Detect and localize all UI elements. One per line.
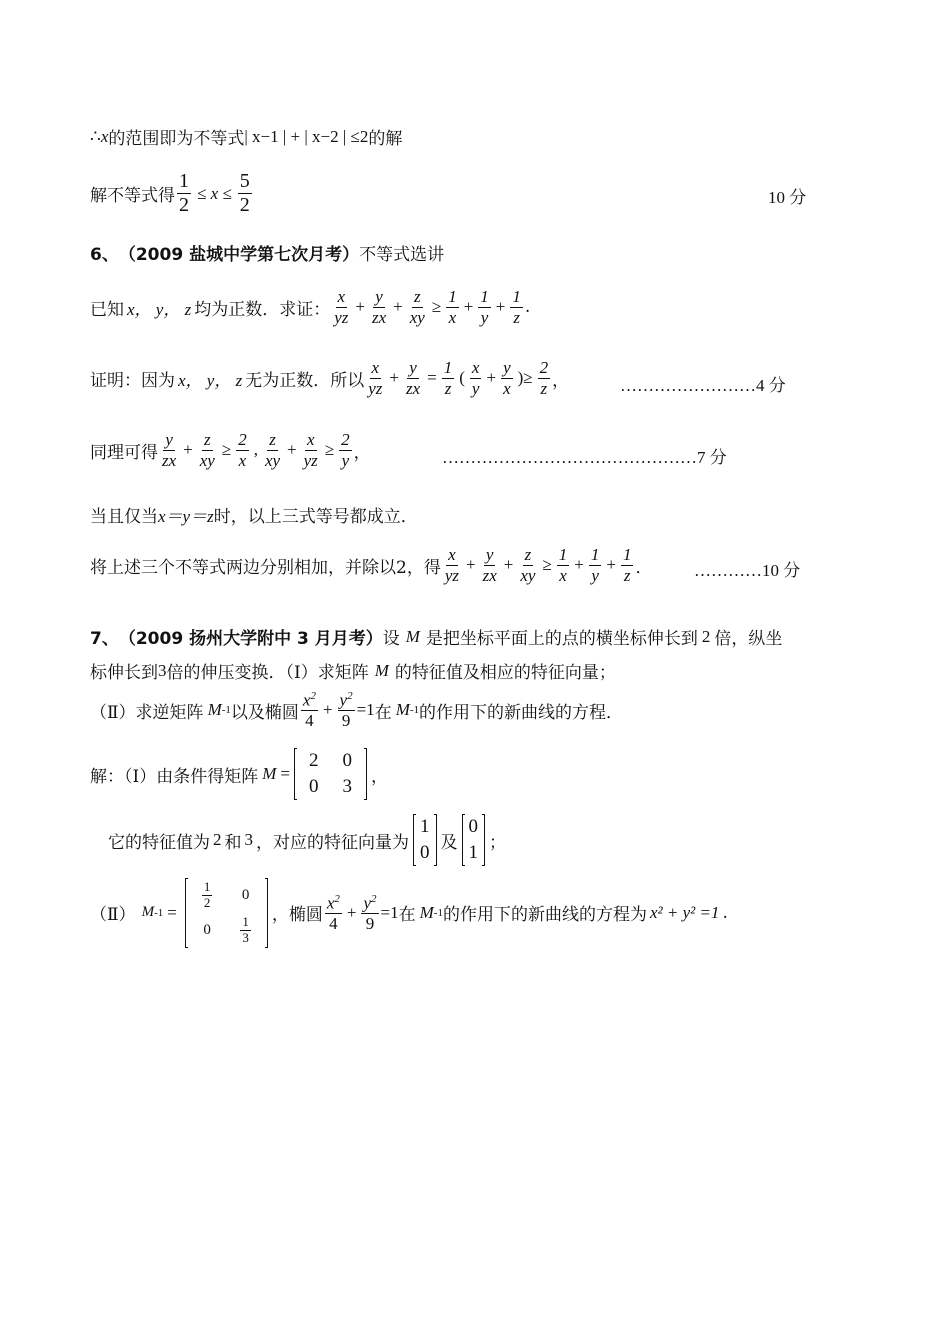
proof-step-3: 当且仅当 x＝y＝z 时，以上三式等号都成立． <box>90 507 418 527</box>
fraction: $\frac{y^2}{9}$ <box>363 892 377 933</box>
fraction: $\frac{x}{yz}$ <box>303 430 318 470</box>
therefore-symbol: ∴ <box>90 126 101 147</box>
line-range: ∴ x 的范围即为不等式 | x−1 | + | x−2 | ≤2 的解 <box>90 126 403 149</box>
fraction: $\frac{x}{yz}$ <box>444 545 459 585</box>
question-6-statement: 已知 x， y， z 均为正数．求证： $\frac{x}{yz}$ + $\frac{y}{zx}$ + $\frac{z}{xy}$ ≥ $\frac{1}{x}$ + $\frac{1}{y}$ + $\frac{1}{z}$ . <box>90 287 531 327</box>
fraction: $\frac{1}{z}$ <box>512 287 521 327</box>
fraction: $\frac{y}{zx}$ <box>405 358 421 398</box>
fraction: $\frac{1}{y}$ <box>590 545 600 585</box>
fraction: $\frac{2}{x}$ <box>238 430 247 470</box>
fraction: $\frac{1}{z}$ <box>622 545 632 585</box>
fraction: $\frac{2}{z}$ <box>539 358 549 398</box>
solution-eigen: 它的特征值为 2 和 3 ，对应的特征向量为 1 0 及 0 1 ； <box>108 814 506 866</box>
proof-step-1: 证明：因为 x， y， z 无为正数．所以 $\frac{x}{yz}$ + $\frac{y}{zx}$ = $\frac{1}{z}$ ( $\frac{x}{y}$ + $\frac{y}{x}$ )≥ $\frac{2}{z}$ ， <box>90 358 570 398</box>
fraction: $\frac{1}{y}$ <box>480 287 489 327</box>
fraction: $\frac{y}{zx}$ <box>482 545 497 585</box>
fraction: $\frac{z}{xy}$ <box>199 430 215 470</box>
fraction: $\frac{z}{xy}$ <box>409 287 425 327</box>
fraction: $\frac{x^2}{4}$ <box>302 690 316 731</box>
matrix-M-inverse: $\frac{1}{2}$ 0 0 $\frac{1}{3}$ <box>185 878 268 948</box>
matrix-M: 2 0 0 3 <box>294 748 367 800</box>
score-label: 10 分 <box>768 188 807 207</box>
question-7-line-2: 标伸长到 3 倍的伸压变换．（Ⅰ）求矩阵 M 的特征值及相应的特征向量； <box>90 660 616 683</box>
fraction: $\frac{x}{yz}$ <box>334 287 349 327</box>
proof-step-4: 将上述三个不等式两边分别相加，并除以2，得 $\frac{x}{yz}$ + $\frac{y}{zx}$ + $\frac{z}{xy}$ ≥ $\frac{1}{x}$ + $\frac{1}{y}$ + $\frac{1}{z}$ ． <box>90 545 653 585</box>
fraction: $\frac{x}{y}$ <box>471 358 480 398</box>
score-dots: …………10 分 <box>694 561 801 580</box>
fraction: $\frac{y^2}{9}$ <box>339 690 353 731</box>
fraction: $\frac{y}{zx}$ <box>162 430 177 470</box>
fraction: $\frac{z}{xy}$ <box>264 430 281 470</box>
fraction: $\frac{y}{zx}$ <box>371 287 387 327</box>
fraction: $\frac{x^2}{4}$ <box>326 892 340 933</box>
eigenvector-2: 0 1 <box>462 814 486 866</box>
fraction: $\frac{1}{x}$ <box>558 545 568 585</box>
score-dots: ………………………………………7 分 <box>442 448 727 467</box>
question-7-heading: 7、 （2009 扬州大学附中 3 月月考） 设 M 是把坐标平面上的点的横坐标伸长到 2 倍，纵坐 <box>90 626 783 649</box>
eigenvector-1: 1 0 <box>413 814 437 866</box>
fraction: $\frac{x}{yz}$ <box>368 358 383 398</box>
fraction: $\frac{1}{2}$ <box>179 170 189 216</box>
proof-step-2: 同理可得 $\frac{y}{zx}$ + $\frac{z}{xy}$ ≥ $\frac{2}{x}$ , $\frac{z}{xy}$ + $\frac{x}{yz}$ ≥ $\frac{2}{y}$ ， <box>90 430 371 470</box>
fraction: $\frac{z}{xy}$ <box>520 545 536 585</box>
question-6-heading: 6、 （2009 盐城中学第七次月考） 不等式选讲 <box>90 245 445 265</box>
solution-part-1: 解：（Ⅰ）由条件得矩阵 M = 2 0 0 3 ， <box>90 748 388 800</box>
line-solution: 解不等式得 $\frac{1}{2}$ ≤ x ≤ $\frac{5}{2}$ <box>90 170 250 216</box>
solution-part-2: （Ⅱ） M -1 = $\frac{1}{2}$ 0 0 $\frac{1}{3}$ ，椭圆 $\frac{x^2}{4}$ + $\frac{y^2}{9}$ =1 在 M -1 的作用下的新曲线的方程为 x² + y² =1 . <box>90 878 728 948</box>
fraction: $\frac{2}{y}$ <box>341 430 350 470</box>
fraction: $\frac{1}{x}$ <box>448 287 457 327</box>
score-dots: ……………………4 分 <box>620 376 786 395</box>
fraction: $\frac{y}{x}$ <box>503 358 511 398</box>
question-7-line-3: （Ⅱ）求逆矩阵 M -1 以及椭圆 $\frac{x^2}{4}$ + $\frac{y^2}{9}$ =1 在 M -1 的作用下的新曲线的方程． <box>90 690 624 731</box>
fraction: $\frac{1}{z}$ <box>443 358 453 398</box>
inequality-expr: | x−1 | + | x−2 | ≤2 <box>244 126 369 146</box>
fraction: $\frac{5}{2}$ <box>239 170 250 216</box>
